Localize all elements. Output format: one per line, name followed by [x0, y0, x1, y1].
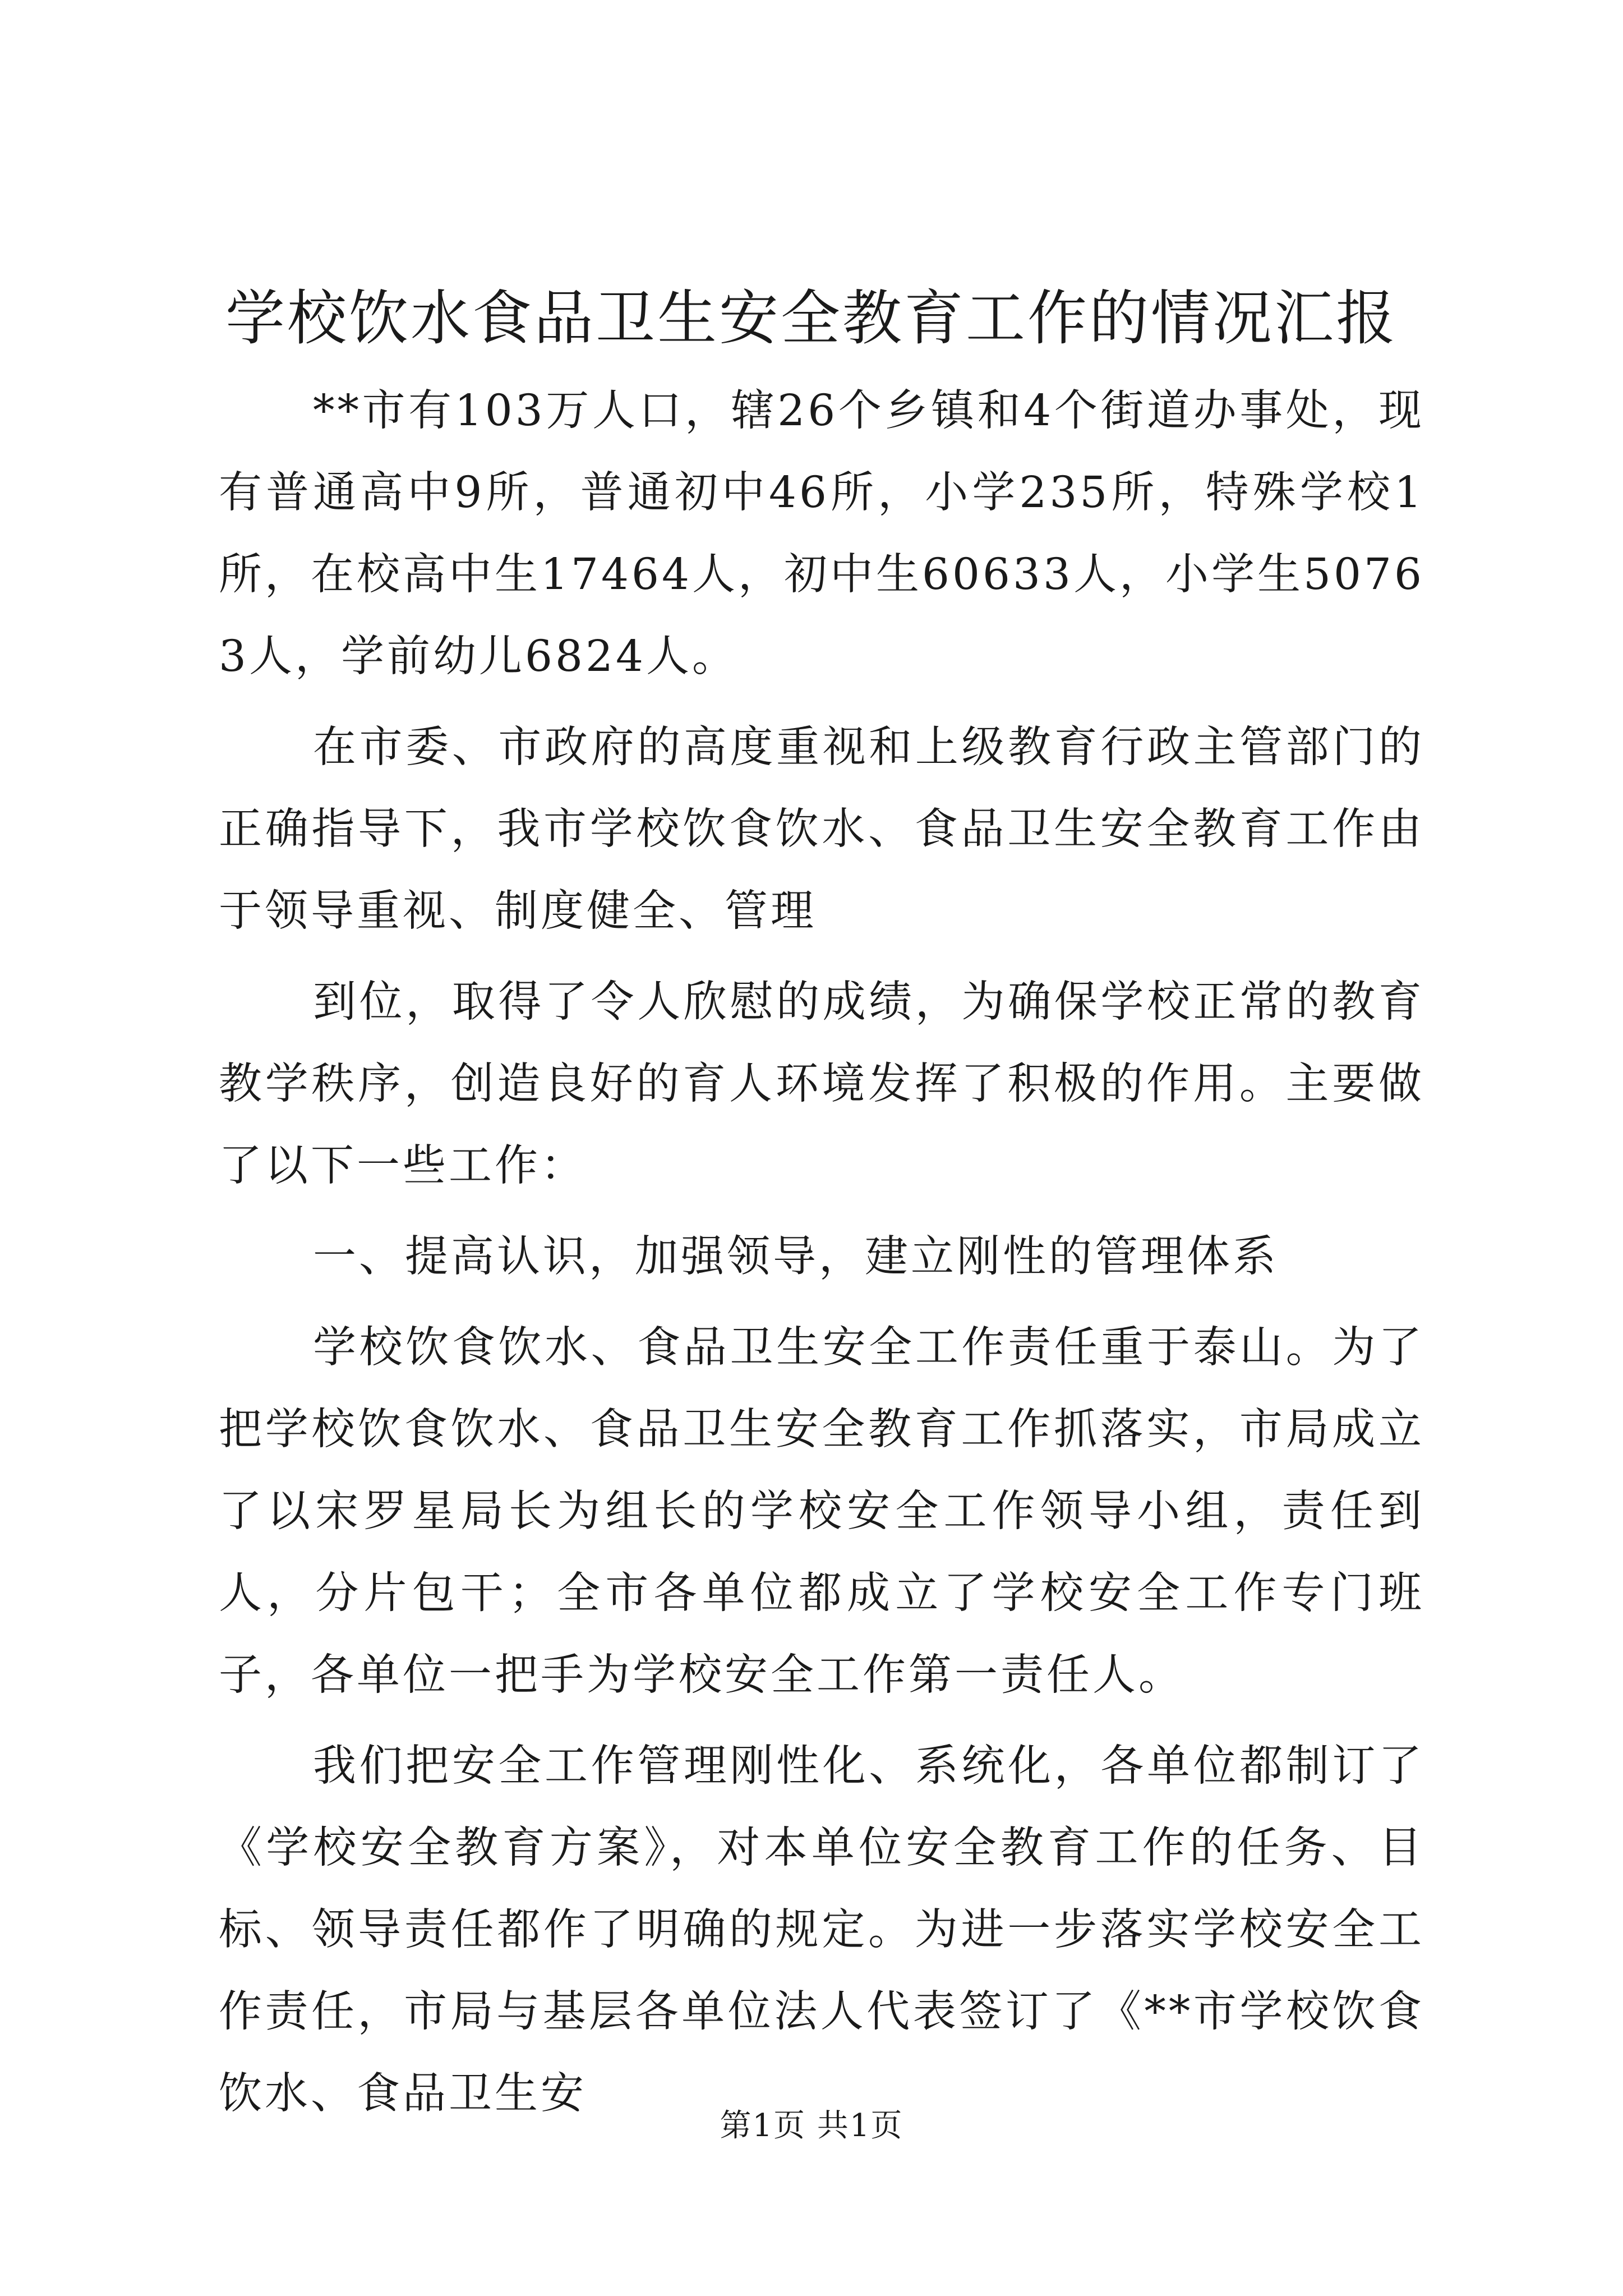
paragraph-management: 我们把安全工作管理刚性化、系统化，各单位都制订了《学校安全教育方案》，对本单位安全教育工作的任务、目标、领导责任都作了明确的规定。为进一步落实学校安全工作责任，市局与基层各单位法人代表签订了《**市学校饮食饮水、食品卫生安	[219, 1741, 1424, 2119]
document-title: 学校饮水食品卫生安全教育工作的情况汇报	[225, 284, 1398, 353]
page-footer: 第1页 共1页	[720, 2108, 903, 2144]
paragraph-responsibility: 学校饮食饮水、食品卫生安全工作责任重于泰山。为了把学校饮食饮水、食品卫生安全教育工作抓落实，市局成立了以宋罗星局长为组长的学校安全工作领导小组，责任到人，分片包干；全市各单位都成立了学校安全工作专门班子，各单位一把手为学校安全工作第一责任人。	[219, 1323, 1424, 1700]
paragraph-intro: **市有103万人口，辖26个乡镇和4个街道办事处，现有普通高中9所，普通初中46所，小学235所，特殊学校1所，在校高中生17464人，初中生60633人，小学生50763人，学前幼儿6824人。	[219, 386, 1424, 682]
paragraph-results: 到位，取得了令人欣慰的成绩，为确保学校正常的教育教学秩序，创造良好的育人环境发挥了积极的作用。主要做了以下一些工作：	[219, 977, 1424, 1191]
paragraph-leadership: 在市委、市政府的高度重视和上级教育行政主管部门的正确指导下，我市学校饮食饮水、食品卫生安全教育工作由于领导重视、制度健全、管理	[219, 723, 1424, 936]
section-heading-1: 一、提高认识，加强领导，建立刚性的管理体系	[313, 1232, 1279, 1282]
document-body	[219, 370, 1424, 2144]
